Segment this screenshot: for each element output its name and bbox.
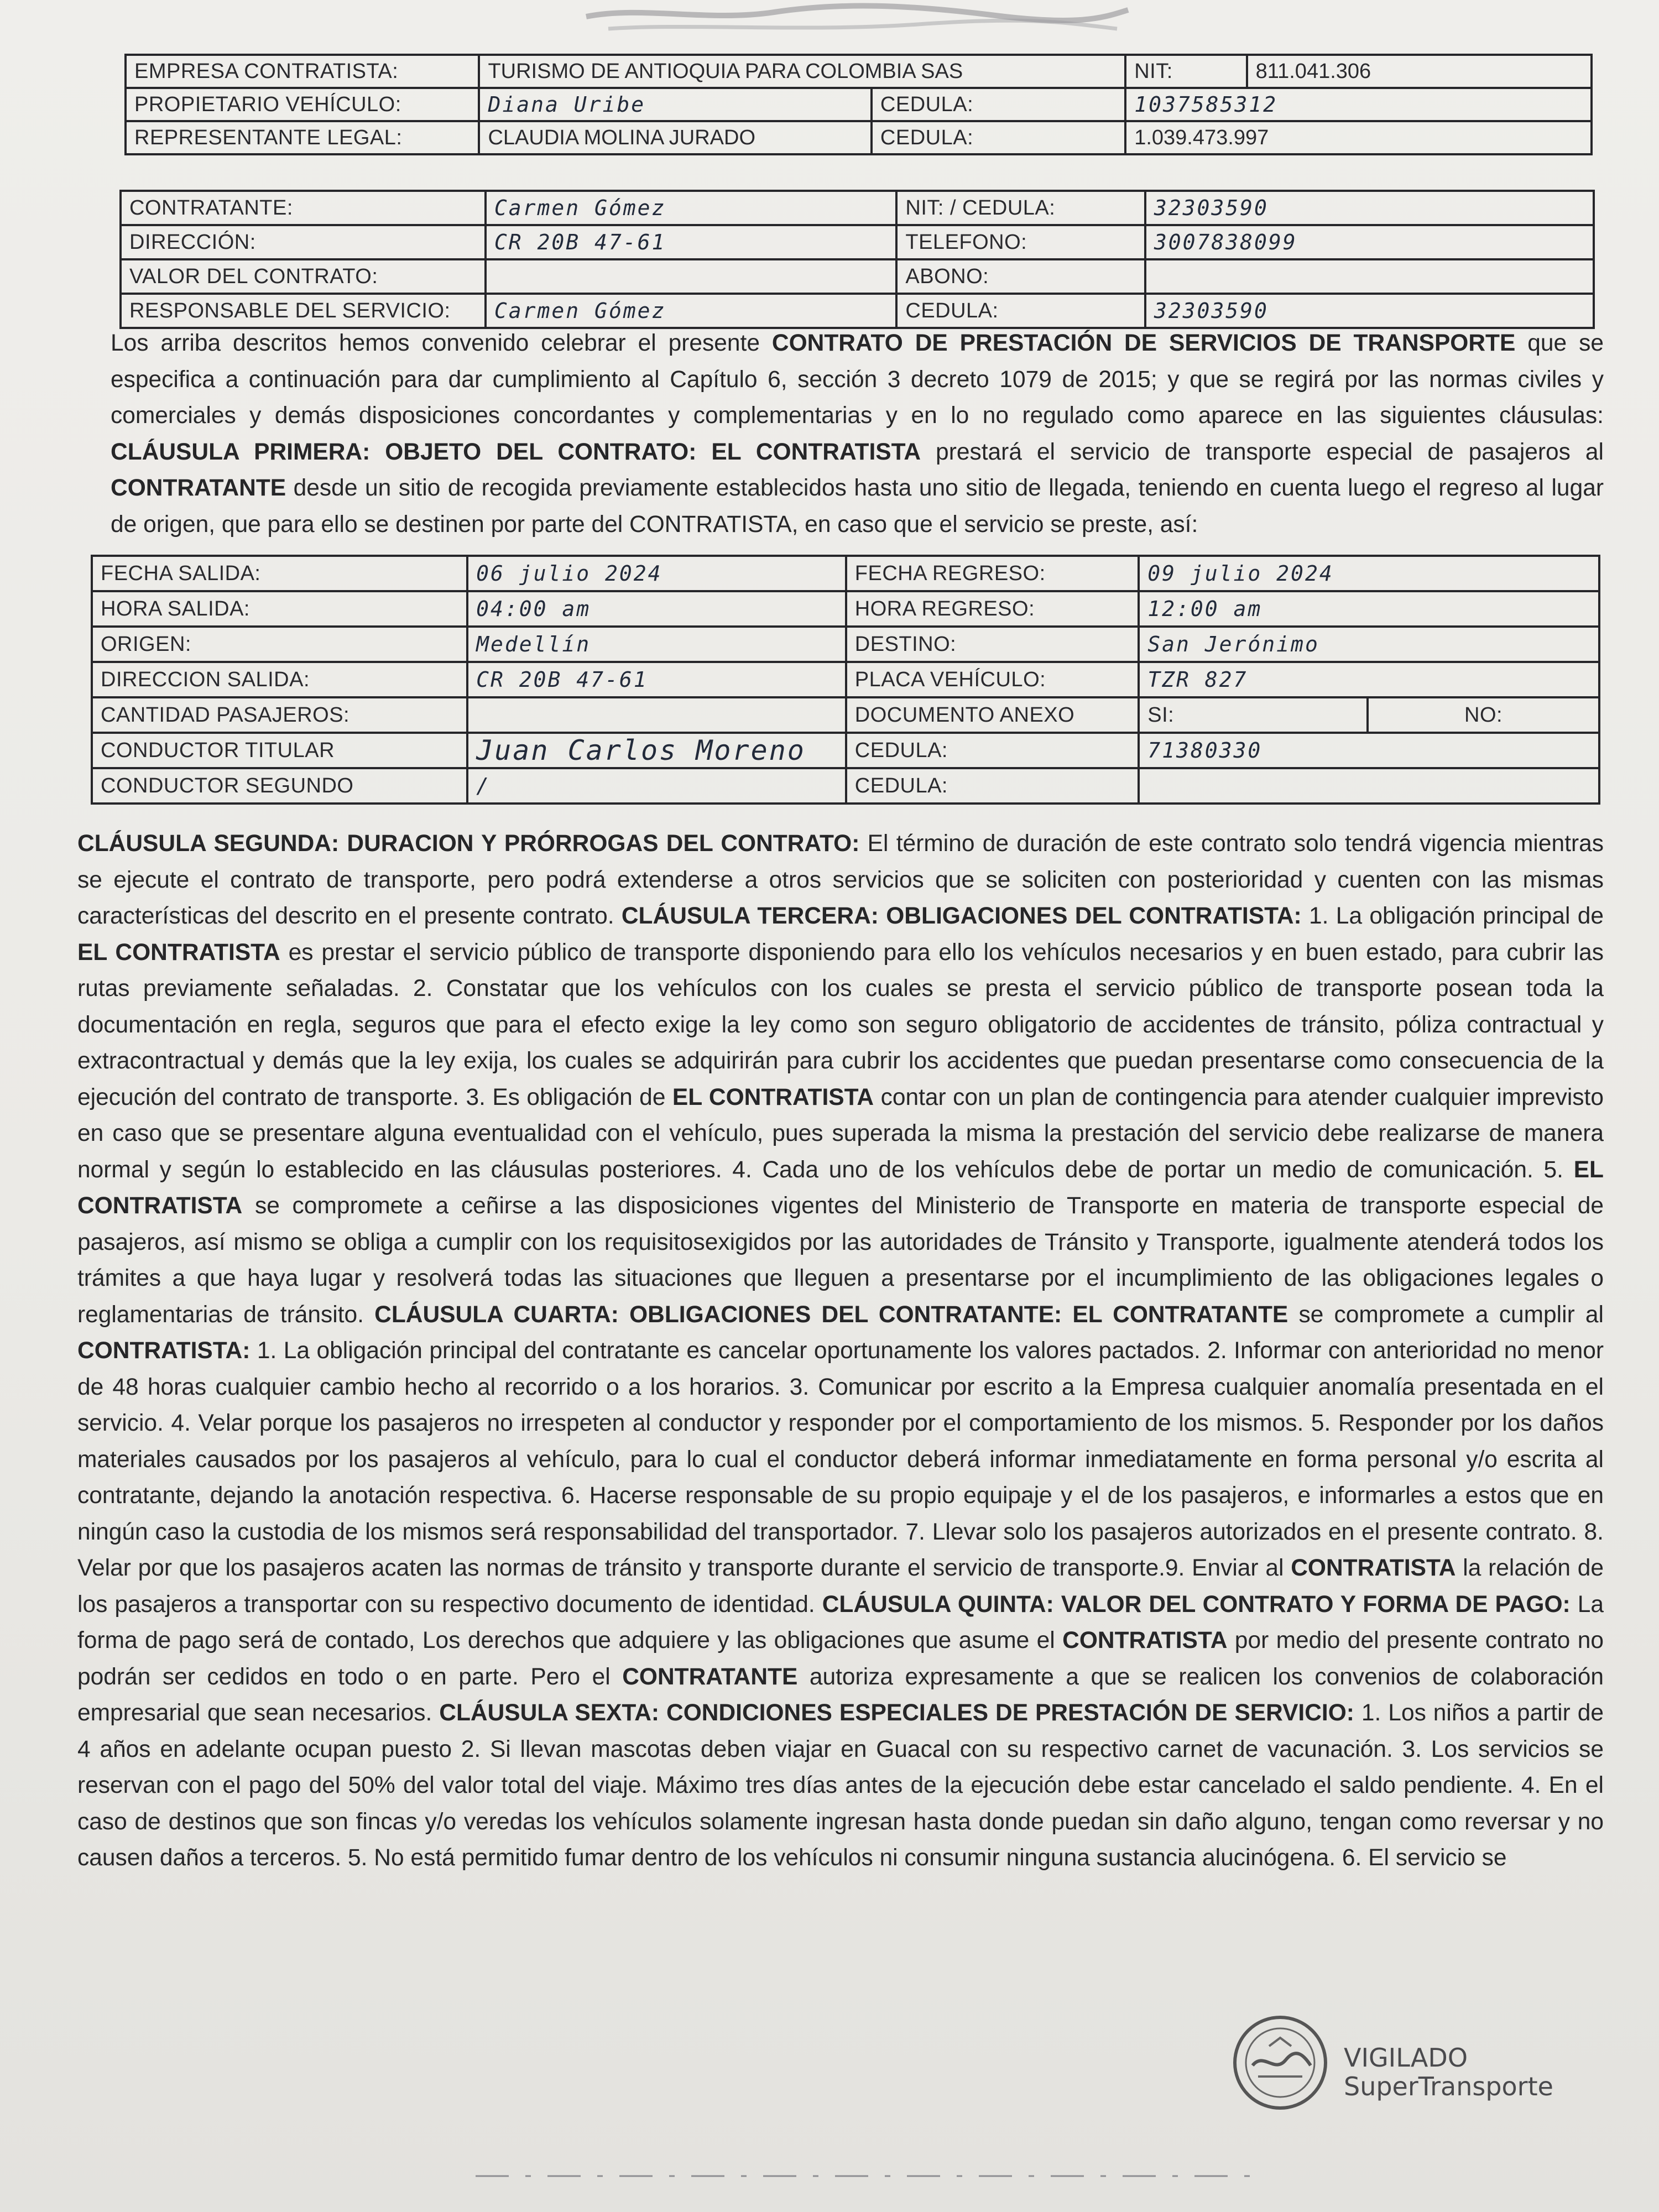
clause-bold: CLÁUSULA QUINTA: VALOR DEL CONTRATO Y FORMA DE PAGO: [822, 1591, 1571, 1618]
vigilado-line2: SuperTransporte [1344, 2072, 1553, 2101]
clause-text: 1. Los niños a partir de 4 años en adelante ocupan puesto 2. Si llevan mascotas deben viajar en Guacal con su respectivo carnet de vacunación. 3. Los servicios se reservan con el pago del 50% del valor total del viaje. Máximo tres días antes de la ejecución debe estar cancelado el saldo pendiente. 4. En el caso de destinos que son fincas y/o veredas los vehículos solamente ingresan hasta donde puedan sin daño alguno, tengan como reversar y no causen daños a terceros. 5. No está permitido fumar dentro de los vehículos ni consumir ninguna sustancia alucinógena. 6. El servicio se [77, 1700, 1604, 1871]
placa-value: TZR 827 [1139, 662, 1599, 697]
clause-text: la relación de los pasajeros a transportar con su respectivo documento de identidad. [77, 1555, 1604, 1618]
destino-value: San Jerónimo [1139, 627, 1599, 662]
supertransporte-seal-icon [1230, 2013, 1330, 2112]
company-table [124, 54, 1593, 155]
direccion-salida-label: DIRECCION SALIDA: [92, 662, 467, 697]
cedula-propietario-label: CEDULA: [872, 88, 1125, 121]
valor-contrato-label: VALOR DEL CONTRATO: [121, 259, 486, 294]
conductor-titular-value: Juan Carlos Moreno [467, 733, 846, 768]
clause-bold: CONTRATISTA [1291, 1555, 1456, 1581]
clause-bold: CLÁUSULA TERCERA: OBLIGACIONES DEL CONTRATISTA: [621, 903, 1302, 929]
contratante-value: Carmen Gómez [486, 191, 897, 225]
bottom-dashed-line [476, 2165, 1250, 2187]
clauses-paragraph [77, 826, 1604, 1876]
clause-bold: CLÁUSULA SEXTA: CONDICIONES ESPECIALES DE PRESTACIÓN DE SERVICIO: [439, 1700, 1354, 1726]
cedula-titular-value: 71380330 [1139, 733, 1599, 768]
clause-bold: EL CONTRATISTA [77, 939, 280, 966]
intro-bold-1: CONTRATO DE PRESTACIÓN DE SERVICIOS DE TRANSPORTE [771, 330, 1516, 356]
nit-cedula-value: 32303590 [1145, 191, 1594, 225]
clause-bold: CONTRATISTA: [77, 1338, 251, 1364]
anexo-no-label: NO: [1368, 697, 1599, 733]
clause-bold: CONTRATANTE [622, 1663, 798, 1690]
fecha-salida-value: 06 julio 2024 [467, 556, 846, 591]
valor-contrato-value [486, 259, 897, 294]
direccion-value: CR 20B 47-61 [486, 225, 897, 259]
cedula-representante-value: 1.039.473.997 [1125, 121, 1592, 154]
telefono-label: TELEFONO: [896, 225, 1145, 259]
clause-bold: CONTRATISTA [1062, 1627, 1228, 1653]
cantidad-pasajeros-label: CANTIDAD PASAJEROS: [92, 697, 467, 733]
fecha-salida-label: FECHA SALIDA: [92, 556, 467, 591]
clause-text: contar con un plan de contingencia para atender cualquier imprevisto en caso que se presentare alguna eventualidad con el vehículo, pues superada la misma la prestación del servicio debe realizarse de manera normal y según lo establecido en las cláusulas posteriores. 4. Cada uno de los vehículos debe de portar un medio de comunicación. 5. [77, 1084, 1604, 1183]
responsable-value: Carmen Gómez [486, 294, 897, 328]
clause-text: 1. La obligación principal del contratante es cancelar oportunamente los valores pactados. 2. Informar con anterioridad no menor de 48 horas cualquier cambio hecho al recorrido o a los horarios. 3. Comunicar por escrito a la Empresa cualquier anomalía presentada en el servicio. 4. Velar porque los pasajeros no irrespeten al conductor y responder por el comportamiento de los mismos. 5. Responder por los daños materiales causados por los pasajeros al vehículo, para lo cual el conductor deberá informar inmediatamente en forma personal y/o escrita al contratante, dejando la anotación respectiva. 6. Hacerse responsable de su propio equipaje y el de los pasajeros, e informarles a estos que en ningún caso la custodia de los mismos será responsabilidad del transportador. 7. Llevar solo los pasajeros autorizados en el presente contrato. 8. Velar por que los pasajeros acaten las normas de tránsito y transporte durante el servicio de transporte.9. Enviar al [77, 1338, 1604, 1581]
propietario-label: PROPIETARIO VEHÍCULO: [126, 88, 479, 121]
documento-anexo-label: DOCUMENTO ANEXO [846, 697, 1139, 733]
destino-label: DESTINO: [846, 627, 1139, 662]
clause-text: por medio del presente contrato no podrán ser cedidos en todo o en parte. Pero el [77, 1627, 1604, 1690]
nit-cedula-label: NIT: / CEDULA: [896, 191, 1145, 225]
intro-text-2: que se especifica a continuación para dar cumplimiento al Capítulo 6, sección 3 decreto 1079 de 2015; y que se regirá por las normas civiles y comerciales y demás disposiciones concordantes y complementarias y en lo no regulado como aparece en las siguientes cláusulas: [111, 330, 1604, 429]
direccion-label: DIRECCIÓN: [121, 225, 486, 259]
cantidad-pasajeros-value [467, 697, 846, 733]
origen-value: Medellín [467, 627, 846, 662]
abono-value [1145, 259, 1594, 294]
contratante-table [119, 190, 1595, 329]
intro-text-1: Los arriba descritos hemos convenido celebrar el presente [111, 330, 772, 356]
cedula-titular-label: CEDULA: [846, 733, 1139, 768]
intro-text-3: prestará el servicio de transporte especial de pasajeros al [921, 439, 1604, 465]
hora-regreso-value: 12:00 am [1139, 591, 1599, 627]
cedula-responsable-label: CEDULA: [896, 294, 1145, 328]
hora-salida-label: HORA SALIDA: [92, 591, 467, 627]
clause-bold: EL CONTRATISTA [672, 1084, 874, 1110]
vigilado-logo [1230, 2013, 1562, 2118]
placa-label: PLACA VEHÍCULO: [846, 662, 1139, 697]
vigilado-text [1344, 2043, 1553, 2101]
conductor-titular-label: CONDUCTOR TITULAR [92, 733, 467, 768]
trip-table [91, 555, 1600, 805]
anexo-si-label: SI: [1139, 697, 1368, 733]
contratante-label: CONTRATANTE: [121, 191, 486, 225]
abono-label: ABONO: [896, 259, 1145, 294]
conductor-segundo-value: / [467, 768, 846, 804]
intro-bold-2: CLÁUSULA PRIMERA: OBJETO DEL CONTRATO: EL CONTRATISTA [111, 439, 921, 465]
cedula-propietario-value: 1037585312 [1125, 88, 1592, 121]
clause-bold: CLÁUSULA SEGUNDA: DURACION Y PRÓRROGAS DEL CONTRATO: [77, 831, 860, 857]
clause-text: 1. La obligación principal de [1301, 903, 1604, 929]
clause-text: se compromete a ceñirse a las disposiciones vigentes del Ministerio de Transporte en materia de transporte especial de pasajeros, así mismo se obliga a cumplir con los requisitosexigidos por las autoridades de Tránsito y Transporte, igualmente atenderá todos los trámites a que haya lugar y resolverá todas las situaciones que lleguen a presentarse por el incumplimiento de las obligaciones legales o reglamentarias de tránsito. [77, 1193, 1604, 1328]
vigilado-line1: VIGILADO [1344, 2043, 1468, 2073]
hora-salida-value: 04:00 am [467, 591, 846, 627]
origen-label: ORIGEN: [92, 627, 467, 662]
intro-bold-3: CONTRATANTE [111, 475, 286, 501]
contratista-value: TURISMO DE ANTIOQUIA PARA COLOMBIA SAS [479, 55, 1125, 88]
fecha-regreso-value: 09 julio 2024 [1139, 556, 1599, 591]
clause-bold: CLÁUSULA CUARTA: OBLIGACIONES DEL CONTRATANTE: EL CONTRATANTE [374, 1301, 1288, 1328]
hora-regreso-label: HORA REGRESO: [846, 591, 1139, 627]
nit-value: 811.041.306 [1247, 55, 1592, 88]
clause-bold: EL CONTRATISTA [77, 1156, 1604, 1219]
responsable-label: RESPONSABLE DEL SERVICIO: [121, 294, 486, 328]
cedula-representante-label: CEDULA: [872, 121, 1125, 154]
cedula-segundo-label: CEDULA: [846, 768, 1139, 804]
clause-text: se compromete a cumplir al [1288, 1301, 1604, 1328]
clause-text: es prestar el servicio público de transporte disponiendo para ello los vehículos necesarios y en buen estado, para cubrir las rutas previamente señaladas. 2. Constatar que los vehículos con los cuales se presta el servicio público de transporte posean toda la documentación en regla, seguros que para el efecto exige la ley como son seguro obligatorio de accidentes de tránsito, póliza contractual y extracontractual y demás que la ley exija, los cuales se adquirirán para cubrir los accidentes que puedan presentarse como consecuencia de la ejecución del contrato de transporte. 3. Es obligación de [77, 939, 1604, 1110]
clause-text: La forma de pago será de contado, Los derechos que adquiere y las obligaciones que asume el [77, 1591, 1604, 1653]
propietario-value: Diana Uribe [479, 88, 871, 121]
conductor-segundo-label: CONDUCTOR SEGUNDO [92, 768, 467, 804]
nit-label: NIT: [1125, 55, 1246, 88]
representante-value: CLAUDIA MOLINA JURADO [479, 121, 871, 154]
cedula-segundo-value [1139, 768, 1599, 804]
clause-text: autoriza expresamente a que se realicen los convenios de colaboración empresarial que sean necesarios. [77, 1663, 1604, 1726]
fecha-regreso-label: FECHA REGRESO: [846, 556, 1139, 591]
contratista-label: EMPRESA CONTRATISTA: [126, 55, 479, 88]
telefono-value: 3007838099 [1145, 225, 1594, 259]
intro-paragraph [111, 325, 1604, 542]
direccion-salida-value: CR 20B 47-61 [467, 662, 846, 697]
cedula-responsable-value: 32303590 [1145, 294, 1594, 328]
clause-text: El término de duración de este contrato solo tendrá vigencia mientras se ejecute el contrato de transporte, pero podrá extenderse a otros servicios que se soliciten con posterioridad y cuenten con las mismas características del descrito en el presente contrato. [77, 831, 1604, 929]
intro-text-4: desde un sitio de recogida previamente establecidos hasta uno sitio de llegada, teniendo en cuenta luego el regreso al lugar de origen, que para ello se destinen por parte del CONTRATISTA, en caso que el servicio se preste, así: [111, 475, 1604, 538]
representante-label: REPRESENTANTE LEGAL: [126, 121, 479, 154]
header-scribble [575, 0, 1139, 39]
